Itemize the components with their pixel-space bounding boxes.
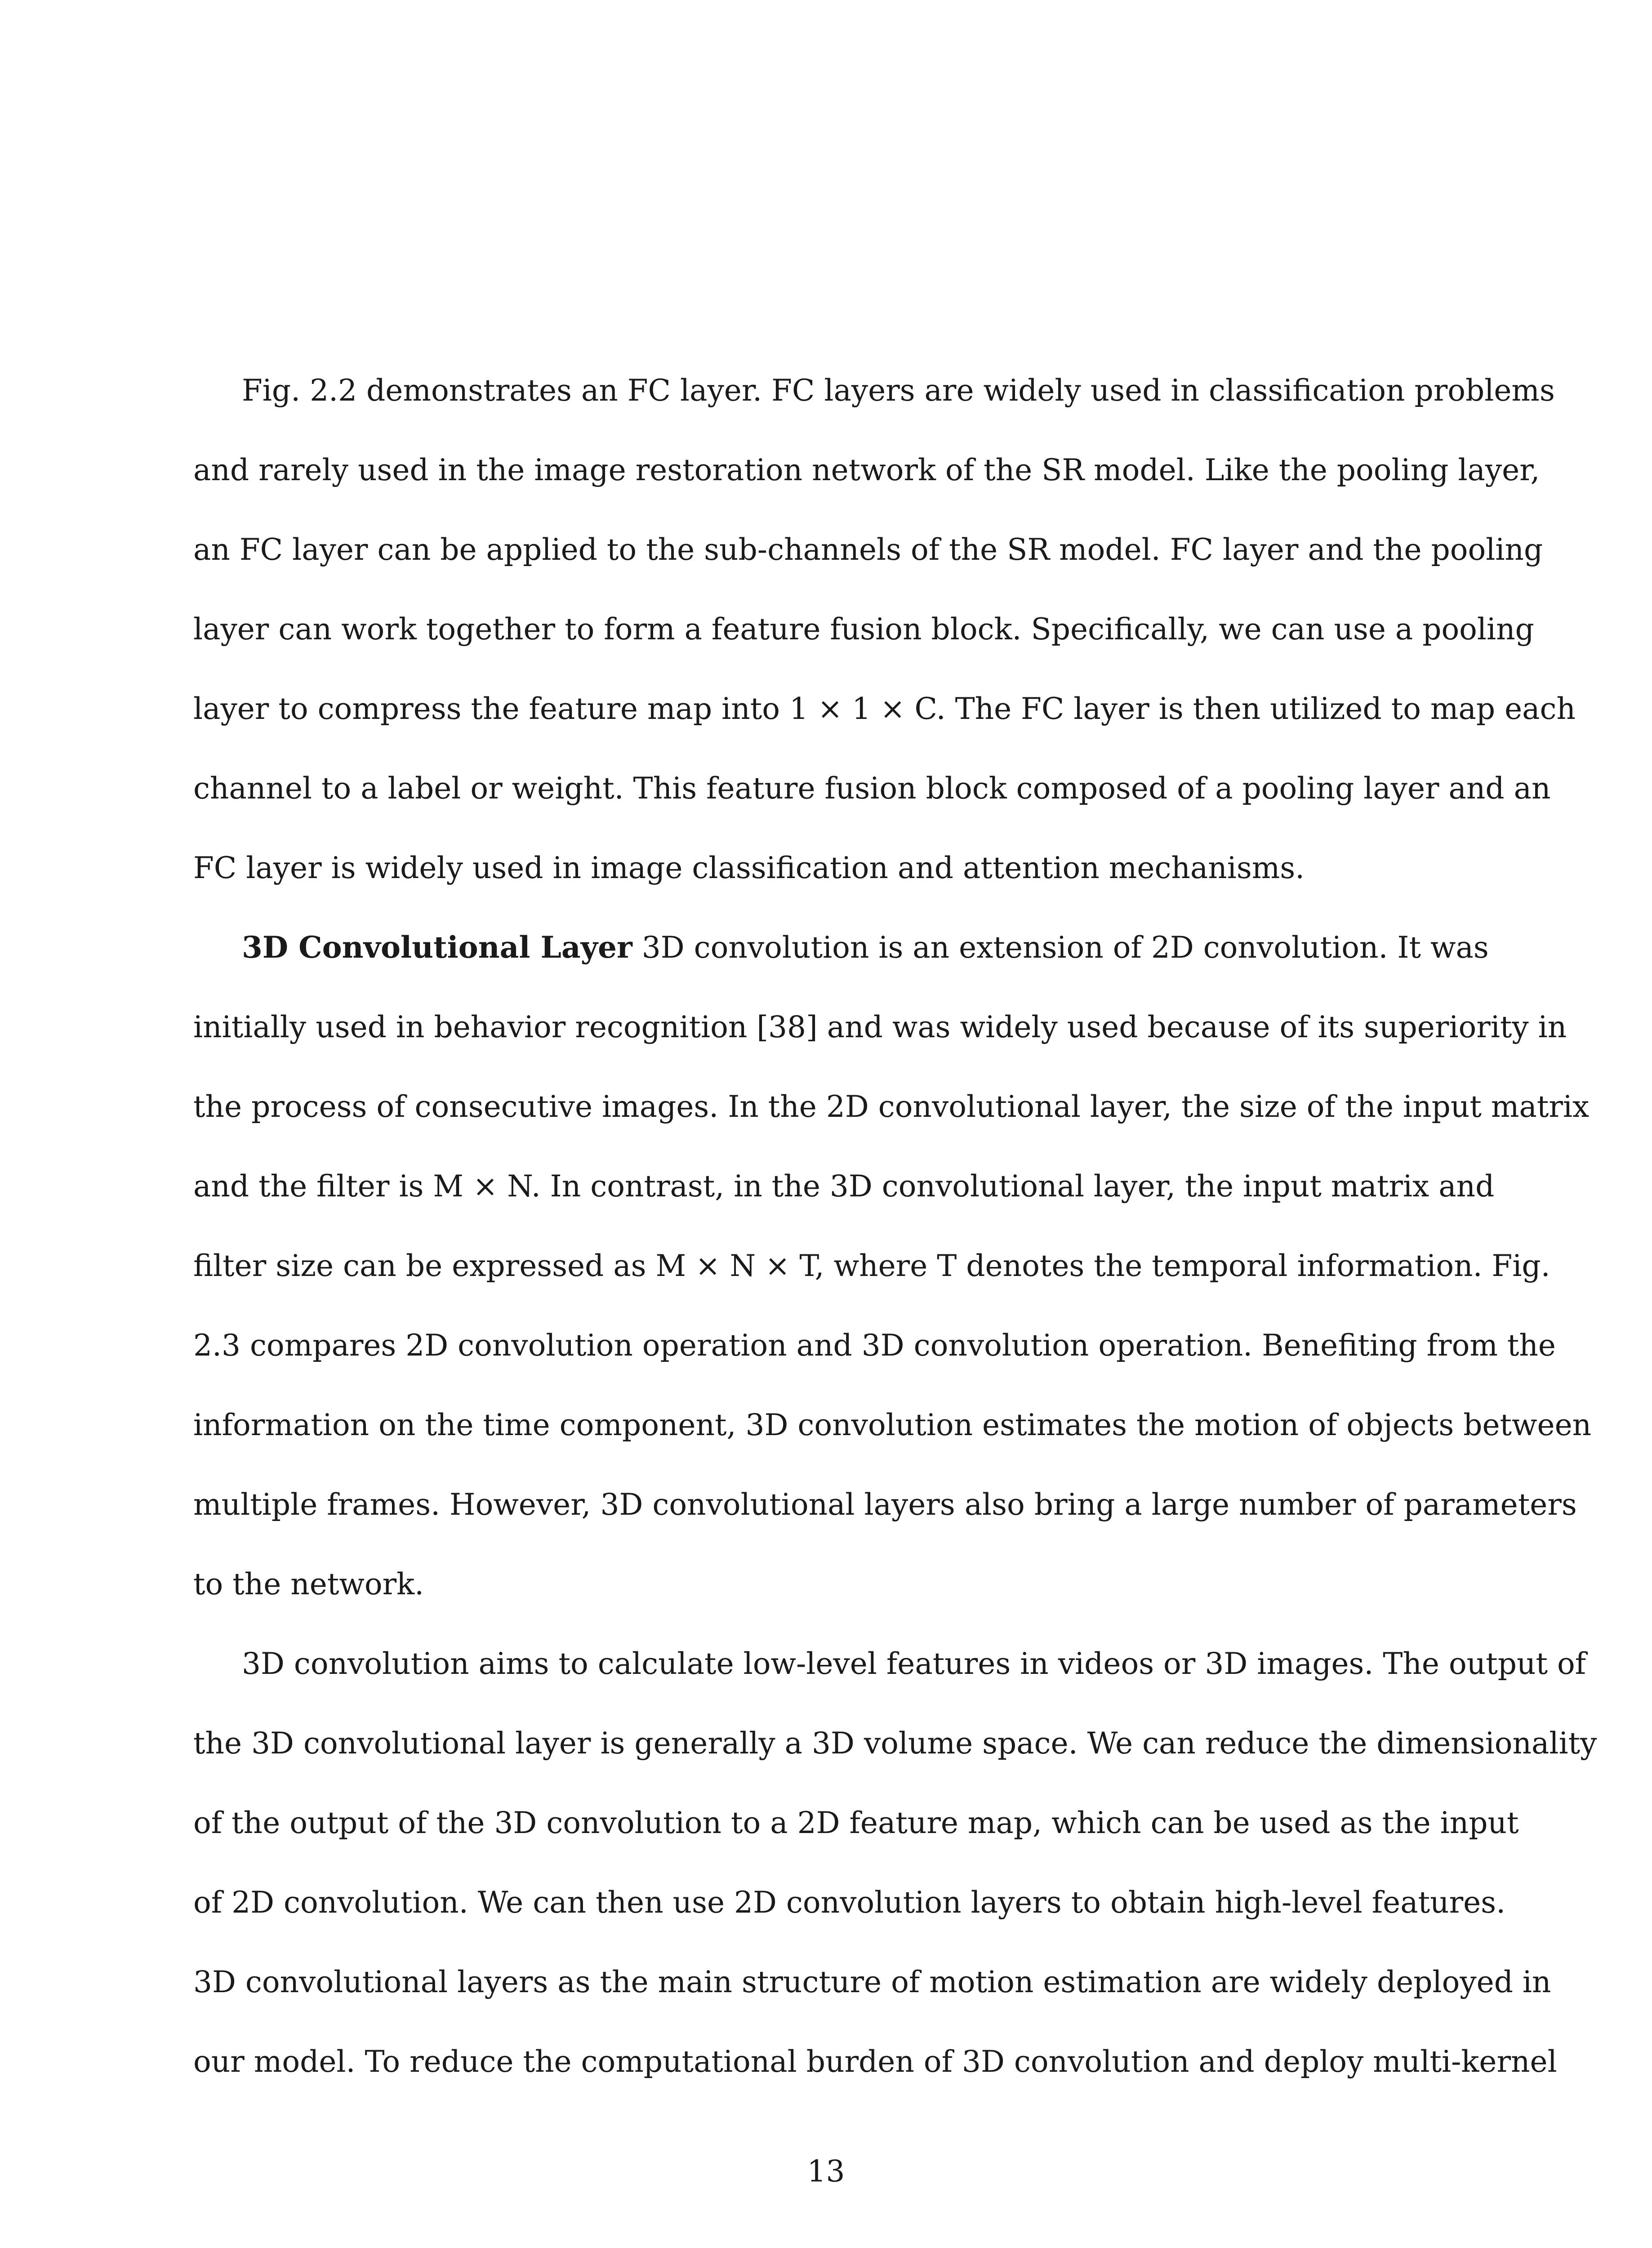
body-text: [193, 351, 1597, 2101]
text-line: to the network.: [193, 1567, 424, 1601]
page-number: 13: [807, 2154, 845, 2189]
text-line: layer can work together to form a feature fusion block. Specifically, we can use a pooling: [193, 612, 1534, 647]
paragraph-fc-layer: [193, 351, 1576, 908]
paragraph-3d-convolutional-layer: [193, 908, 1592, 1624]
text-line-rest: 3D convolution is an extension of 2D convolution. It was: [641, 930, 1489, 965]
text-line: of 2D convolution. We can then use 2D convolution layers to obtain high-level features.: [193, 1885, 1506, 1920]
text-line: and rarely used in the image restoration network of the SR model. Like the pooling layer,: [193, 453, 1540, 487]
text-line: the process of consecutive images. In the 2D convolutional layer, the size of the input matrix: [193, 1089, 1590, 1124]
text-line: FC layer is widely used in image classification and attention mechanisms.: [193, 851, 1305, 885]
text-line: our model. To reduce the computational burden of 3D convolution and deploy multi-kernel: [193, 2044, 1557, 2079]
text-line: information on the time component, 3D convolution estimates the motion of objects between: [193, 1408, 1592, 1442]
text-line: 2.3 compares 2D convolution operation and 3D convolution operation. Benefiting from the: [193, 1328, 1556, 1363]
text-line: multiple frames. However, 3D convolutional layers also bring a large number of parameters: [193, 1487, 1577, 1522]
text-line: Fig. 2.2 demonstrates an FC layer. FC layers are widely used in classification problems: [242, 373, 1555, 408]
text-line: 3D convolutional layers as the main structure of motion estimation are widely deployed in: [193, 1965, 1551, 1999]
text-line: channel to a label or weight. This feature fusion block composed of a pooling layer and an: [193, 771, 1551, 806]
text-line: 3D convolution aims to calculate low-level features in videos or 3D images. The output of: [242, 1646, 1586, 1681]
paragraph-heading: 3D Convolutional Layer: [242, 930, 632, 965]
text-line: an FC layer can be applied to the sub-channels of the SR model. FC layer and the pooling: [193, 532, 1543, 567]
text-line: initially used in behavior recognition [38] and was widely used because of its superiority in: [193, 1010, 1567, 1044]
text-line: and the filter is M × N. In contrast, in the 3D convolutional layer, the input matrix and: [193, 1169, 1495, 1204]
text-line: the 3D convolutional layer is generally a 3D volume space. We can reduce the dimensionality: [193, 1726, 1597, 1761]
text-line: [193, 908, 1489, 987]
text-line: layer to compress the feature map into 1 × 1 × C. The FC layer is then utilized to map each: [193, 691, 1576, 726]
text-line: of the output of the 3D convolution to a 2D feature map, which can be used as the input: [193, 1806, 1519, 1840]
paragraph-3d-convolution-aims: [193, 1624, 1597, 2101]
text-line: filter size can be expressed as M × N × T, where T denotes the temporal information. Fig.: [193, 1249, 1550, 1283]
